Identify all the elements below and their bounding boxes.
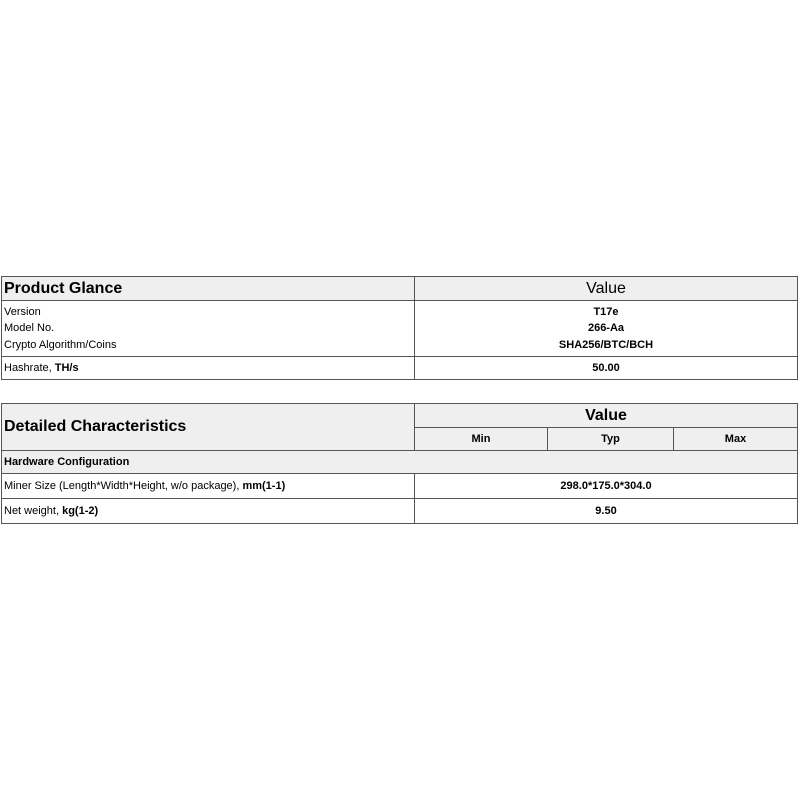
product-glance-title: Product Glance (2, 277, 415, 301)
characteristics-title: Detailed Characteristics (2, 404, 415, 451)
table-header-row (2, 404, 798, 428)
miner-size-unit: mm(1-1) (242, 480, 286, 492)
value-header: Value (415, 277, 798, 301)
table-row (2, 474, 798, 499)
product-glance-table (1, 276, 798, 380)
spec-values (415, 301, 798, 357)
min-header: Min (415, 428, 548, 451)
algorithm-value: SHA256/BTC/BCH (558, 338, 654, 351)
section-row (2, 451, 798, 474)
version-label: Version (4, 305, 41, 318)
hashrate-value: 50.00 (415, 357, 798, 380)
table-row (2, 499, 798, 524)
miner-size-label: Miner Size (Length*Width*Height, w/o package), mm(1-1) (2, 474, 415, 499)
max-header: Max (674, 428, 798, 451)
spec-labels (2, 301, 415, 357)
table-header-row (2, 277, 798, 301)
algorithm-label: Crypto Algorithm/Coins (4, 338, 117, 351)
table-row (2, 357, 798, 380)
miner-size-value: 298.0*175.0*304.0 (415, 474, 798, 499)
hashrate-unit: TH/s (54, 362, 79, 374)
version-value: T17e (593, 305, 619, 318)
hardware-configuration-label: Hardware Configuration (2, 451, 798, 474)
net-weight-unit: kg(1-2) (62, 505, 99, 517)
hashrate-label: Hashrate, TH/s (2, 357, 415, 380)
table-row (2, 301, 798, 357)
net-weight-value: 9.50 (415, 499, 798, 524)
model-label: Model No. (4, 322, 55, 335)
net-weight-label: Net weight, kg(1-2) (2, 499, 415, 524)
typ-header: Typ (548, 428, 674, 451)
model-value: 266-Aa (587, 322, 625, 335)
value-header: Value (415, 404, 798, 428)
detailed-characteristics-table (1, 403, 798, 524)
